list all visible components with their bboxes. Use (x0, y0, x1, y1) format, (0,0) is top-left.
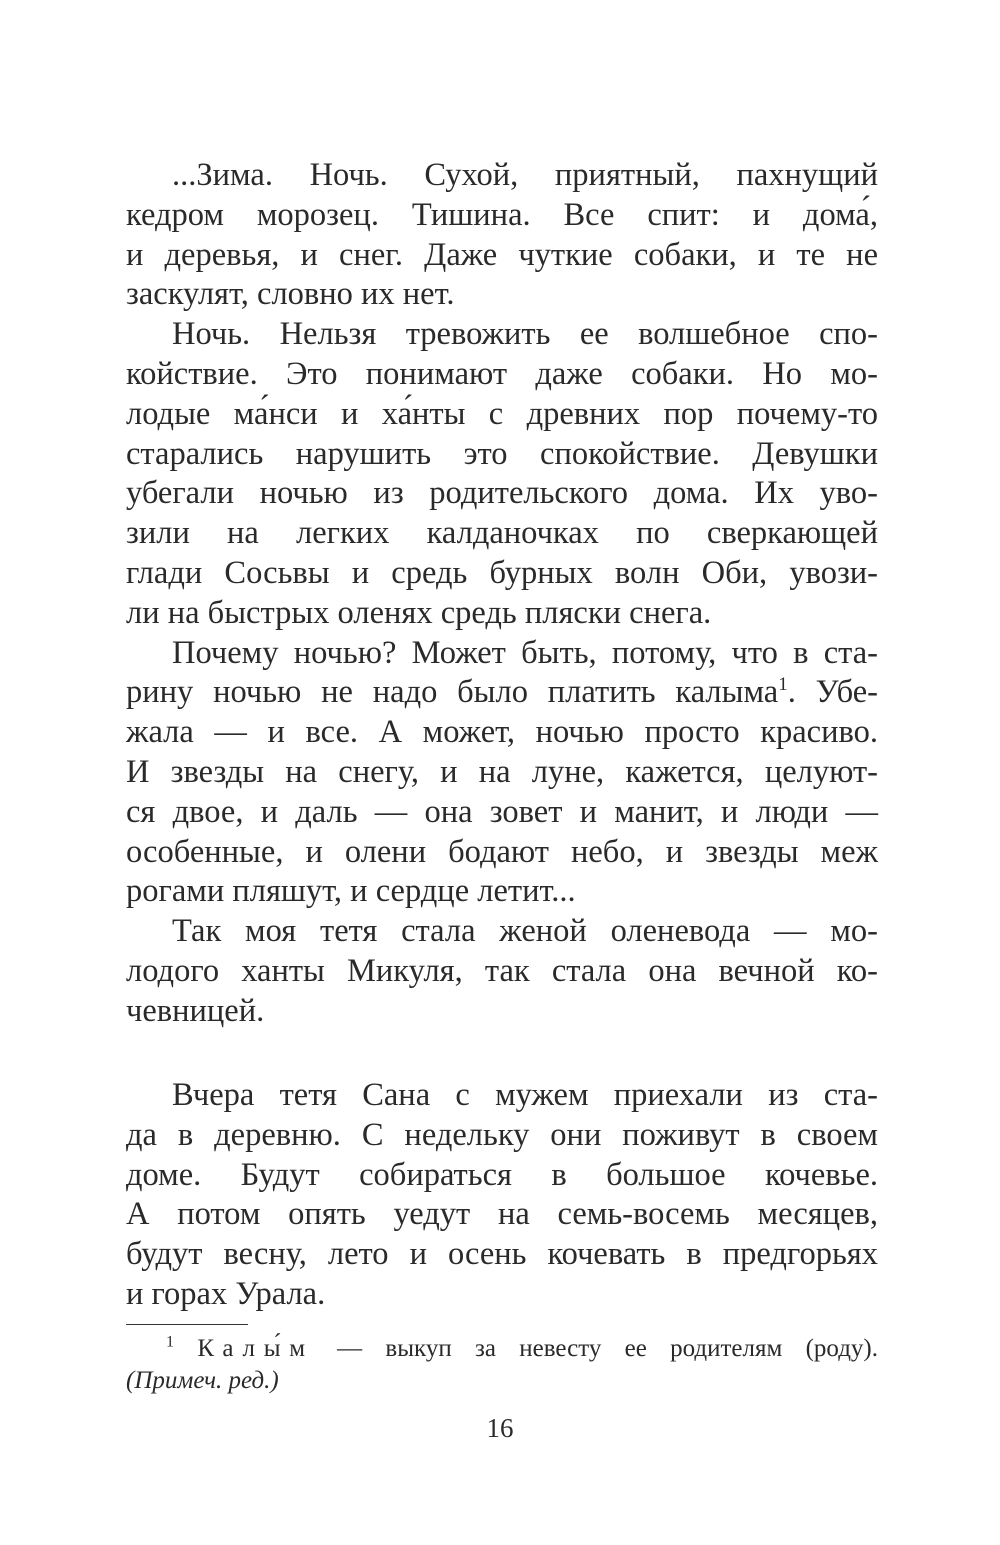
line-text: лодые ма́нси и ха́нты с древних пор почему-то (126, 395, 878, 432)
line-text: кедром морозец. Тишина. Все спит: и дома́, (126, 196, 878, 233)
text-line (126, 355, 878, 395)
line-text: зили на легких калданочках по сверкающей (126, 515, 878, 552)
text-line (126, 435, 878, 475)
text-line (126, 156, 878, 196)
footnote-marker: 1 (166, 1333, 174, 1351)
text-line (126, 872, 878, 912)
line-text: и деревья, и снег. Даже чуткие собаки, и те не (126, 236, 878, 273)
text-line (126, 753, 878, 793)
line-text: чевницей. (126, 992, 265, 1029)
line-text: старались нарушить это спокойствие. Девушки (126, 435, 878, 472)
text-line (126, 594, 878, 634)
text-line (126, 793, 878, 833)
text-line (126, 395, 878, 435)
line-text: рогами пляшут, и сердце летит... (126, 873, 576, 910)
text-line (126, 952, 878, 992)
line-text: глади Сосьвы и средь бурных волн Оби, увози- (126, 554, 878, 591)
line-text: Ночь. Нельзя тревожить ее волшебное спо- (172, 316, 878, 353)
line-text: жала — и все. А может, ночью просто красиво. (126, 714, 878, 751)
line-text: лодого ханты Микуля, так стала она вечной ко- (126, 952, 878, 989)
line-text: койствие. Это понимают даже собаки. Но мо- (126, 355, 878, 392)
line-text: рину ночью не надо было платить калыма (126, 674, 779, 711)
text-line (126, 912, 878, 952)
line-text: ся двое, и даль — она зовет и манит, и люди — (126, 793, 878, 830)
text-line (126, 554, 878, 594)
text-line (126, 1195, 878, 1235)
footnote-term: Калы́м (197, 1335, 314, 1362)
footnote-line-1 (126, 1333, 878, 1365)
line-text: будут весну, лето и осень кочевать в предгорьях (126, 1236, 878, 1273)
text-line (126, 992, 878, 1032)
text-section-2 (126, 1076, 878, 1315)
line-text: особенные, и олени бодают небо, и звезды меж (126, 833, 878, 870)
text-line (126, 1275, 878, 1315)
line-text: заскулят, словно их нет. (126, 276, 455, 313)
text-section-1 (126, 156, 878, 1032)
text-line (126, 1116, 878, 1156)
text-line (126, 474, 878, 514)
page-number: 16 (486, 1413, 514, 1443)
footnote-divider (126, 1324, 248, 1325)
line-text: ли на быстрых оленях средь пляски снега. (126, 594, 712, 631)
text-line (126, 1235, 878, 1275)
footnote-line-2 (126, 1365, 878, 1397)
text-line (126, 236, 878, 276)
line-text: да в деревню. С недельку они поживут в своем (126, 1116, 878, 1153)
line-text: доме. Будут собираться в большое кочевье. (126, 1156, 878, 1193)
text-line (126, 1156, 878, 1196)
footnote-editor-note: (Примеч. ред.) (126, 1367, 279, 1394)
line-text: Так моя тетя стала женой оленевода — мо- (172, 913, 878, 950)
footnote-reference: 1 (778, 674, 788, 696)
text-line (126, 673, 878, 713)
footnote-definition: — выкуп за невесту ее родителям (роду). (313, 1335, 879, 1362)
text-line (126, 634, 878, 674)
text-line (126, 833, 878, 873)
line-text: А потом опять уедут на семь-восемь месяцев, (126, 1196, 878, 1233)
line-text: и горах Урала. (126, 1275, 326, 1312)
text-line (126, 275, 878, 315)
line-text: И звезды на снегу, и на луне, кажется, целуют- (126, 753, 878, 790)
text-line (126, 315, 878, 355)
line-text: Вчера тетя Сана с мужем приехали из ста- (172, 1077, 878, 1113)
text-line (126, 514, 878, 554)
line-text: ...Зима. Ночь. Сухой, приятный, пахнущий (172, 157, 878, 193)
text-line (126, 196, 878, 236)
line-text-continued: . Убе- (787, 674, 878, 711)
text-line (126, 713, 878, 753)
footnote (126, 1333, 878, 1397)
line-text: Почему ночью? Может быть, потому, что в ста- (172, 634, 878, 671)
text-line (126, 1076, 878, 1116)
line-text: убегали ночью из родительского дома. Их уво- (126, 475, 878, 512)
